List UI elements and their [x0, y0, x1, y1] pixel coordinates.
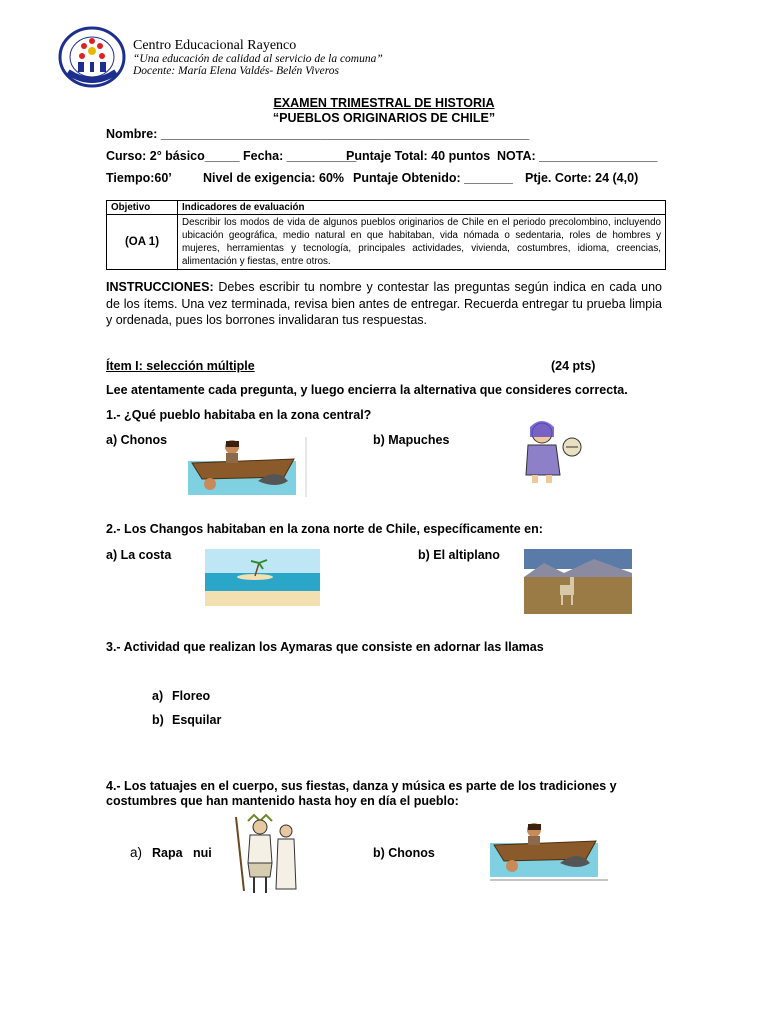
objective-description: Describir los modos de vida de algunos pueblos originarios de Chile en el periodo precolombino, incluyendo ubicación geográfica, medio natural en que habitaban, vida nómada o sedentaria, roles de hombres y mujeres, herramientas y tecnología, principales actividades, vivienda, costumbres, idioma, creencias, alimentación y fiestas, entre otros. — [178, 215, 666, 270]
objectives-table — [106, 200, 666, 270]
q1-option-b[interactable]: b) Mapuches — [373, 433, 450, 447]
instructions — [106, 279, 662, 329]
item-heading: Ítem I: selección múltiple — [106, 359, 255, 373]
exam-subtitle: “PUEBLOS ORIGINARIOS DE CHILE” — [272, 111, 496, 125]
instructions-text: Debes escribir tu nombre y contestar las preguntas según indica en cada uno de los ítems. Una vez terminada, revisa bien antes de entregar. Recuerda entregar tu prueba limpia y ordenada, pues los borrones invalidaran tus respuestas. — [106, 280, 662, 327]
objective-code: (OA 1) — [107, 215, 178, 270]
q3-option-b[interactable]: Esquilar — [172, 713, 222, 727]
question-4: 4.- Los tatuajes en el cuerpo, sus fiestas, danza y música es parte de los tradiciones y costumbres que han mantenido hasta hoy en día el pueblo: — [106, 779, 617, 808]
chonos-canoe-image-2 — [490, 821, 610, 881]
altiplano-image — [524, 549, 632, 614]
school-motto: “Una educación de calidad al servicio de la comuna” — [133, 53, 383, 65]
total-score: Puntaje Total: 40 puntos — [346, 149, 491, 163]
course-date-field[interactable]: Curso: 2° básico_____ Fecha: __________ — [106, 149, 357, 163]
instructions-label: INSTRUCCIONES: — [106, 280, 214, 294]
q4-option-a-label: a) — [130, 845, 143, 860]
q1-option-a[interactable]: a) Chonos — [106, 433, 168, 447]
teachers: Docente: María Elena Valdés- Belén Viveros — [133, 65, 339, 77]
q4-option-a[interactable]: Rapa nui — [152, 846, 212, 860]
q2-option-a[interactable]: a) La costa — [106, 548, 172, 562]
q3-option-b-label: b) — [152, 713, 164, 727]
exam-title: EXAMEN TRIMESTRAL DE HISTORIA — [273, 96, 495, 110]
time-label: Tiempo:60’ — [106, 171, 172, 185]
question-1: 1.- ¿Qué pueblo habitaba en la zona central? — [106, 408, 372, 422]
demand-level: Nivel de exigencia: 60% — [203, 171, 345, 185]
coast-image — [205, 549, 320, 606]
item-points: (24 pts) — [551, 359, 596, 373]
q4-option-b[interactable]: b) Chonos — [373, 846, 435, 860]
school-name: Centro Educacional Rayenco — [133, 38, 297, 53]
question-2: 2.- Los Changos habitaban en la zona norte de Chile, específicamente en: — [106, 522, 543, 536]
table-header-objective: Objetivo — [107, 201, 178, 215]
rapa-nui-image — [228, 813, 304, 895]
mapuche-woman-image — [520, 417, 585, 485]
q2-option-b[interactable]: b) El altiplano — [418, 548, 500, 562]
chonos-canoe-image — [188, 437, 308, 497]
school-logo — [58, 26, 126, 88]
table-header-indicators: Indicadores de evaluación — [178, 201, 666, 215]
obtained-score-field[interactable]: Puntaje Obtenido: _______ — [353, 171, 513, 185]
item-intro: Lee atentamente cada pregunta, y luego encierra la alternativa que consideres correcta. — [106, 383, 628, 397]
name-field[interactable]: Nombre: _____________________________________________________ — [106, 127, 530, 141]
grade-field[interactable]: NOTA: _________________ — [497, 149, 658, 163]
question-3: 3.- Actividad que realizan los Aymaras que consiste en adornar las llamas — [106, 640, 544, 654]
q3-option-a-label: a) — [152, 689, 164, 703]
cutoff-score: Ptje. Corte: 24 (4,0) — [525, 171, 639, 185]
q3-option-a[interactable]: Floreo — [172, 689, 211, 703]
